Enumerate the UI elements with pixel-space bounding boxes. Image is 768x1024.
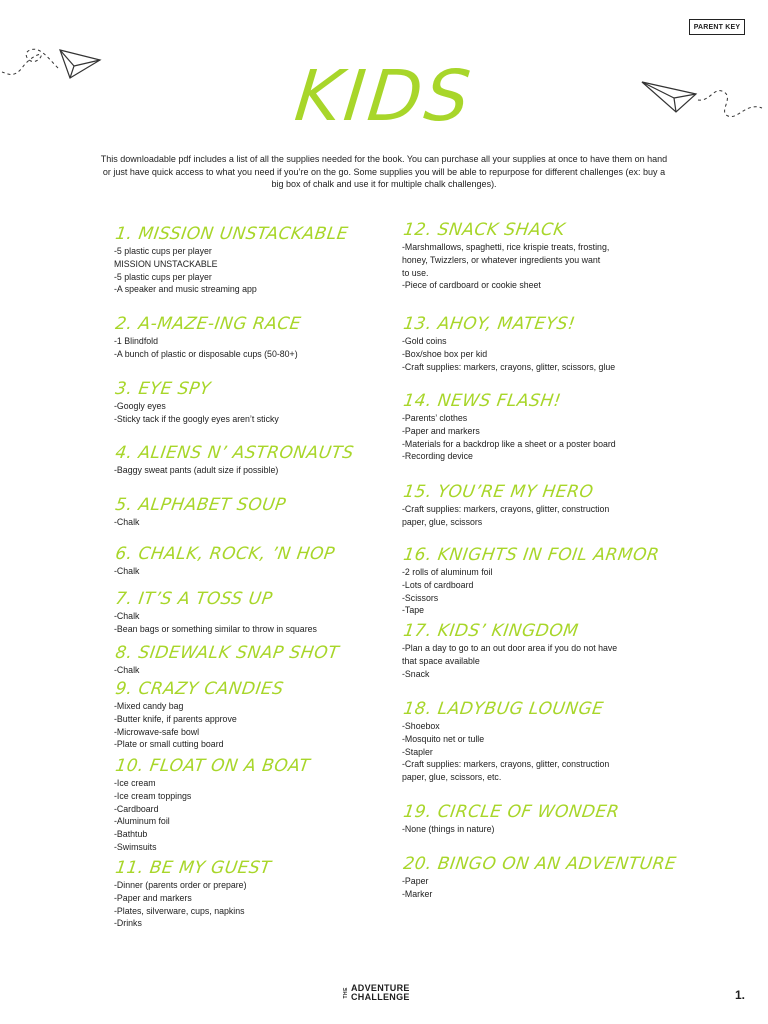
list-item: -Paper and markers xyxy=(114,892,192,903)
list-item: honey, Twizzlers, or whatever ingredients you want xyxy=(402,254,601,265)
section-16 xyxy=(402,545,672,617)
section-heading: 10. FLOAT ON A BOAT xyxy=(114,756,312,776)
section-20 xyxy=(402,854,678,901)
section-heading: 9. CRAZY CANDIES xyxy=(114,679,286,699)
list-item: -Cardboard xyxy=(114,803,159,814)
list-item: -Plates, silverware, cups, napkins xyxy=(114,905,245,916)
list-item: -Chalk xyxy=(114,611,140,621)
section-heading: 17. KIDS’ KINGDOM xyxy=(402,621,580,641)
list-item: -Craft supplies: markers, crayons, glitter, construction xyxy=(402,504,610,514)
section-heading: 20. BINGO ON AN ADVENTURE xyxy=(402,854,678,874)
list-item: -Chalk xyxy=(114,566,140,576)
section-1 xyxy=(114,224,384,296)
list-item: -Sticky tack if the googly eyes aren’t sticky xyxy=(114,413,279,424)
section-9 xyxy=(114,679,384,751)
list-item: -None (things in nature) xyxy=(402,824,495,834)
list-item: -Drinks xyxy=(114,918,142,929)
list-item: -5 plastic cups per player xyxy=(114,271,212,282)
list-item: -Recording device xyxy=(402,451,473,462)
section-2 xyxy=(114,314,384,361)
adventure-challenge-logo xyxy=(343,983,410,1003)
list-item: -A bunch of plastic or disposable cups (50-80+) xyxy=(114,348,298,359)
intro-paragraph: This downloadable pdf includes a list of all the supplies needed for the book. You can purchase all your supplies at once to have them on hand or just have quick access to what you need if you’re on the go. Some supplies you will be able to repurpose for different challenges (ex: buy a big box of chalk and use it for multiple chalk challenges). xyxy=(100,154,668,189)
list-item: -Paper xyxy=(402,876,429,886)
section-heading: 1. MISSION UNSTACKABLE xyxy=(114,224,350,244)
list-item: -Paper and markers xyxy=(402,425,480,436)
list-item: -Craft supplies: markers, crayons, glitter, construction xyxy=(402,759,610,770)
list-item: that space available xyxy=(402,655,480,666)
section-heading: 11. BE MY GUEST xyxy=(114,858,273,878)
list-item: -Piece of cardboard or cookie sheet xyxy=(402,280,541,291)
section-12 xyxy=(402,220,672,292)
list-item: -Mixed candy bag xyxy=(114,701,184,711)
page-number: 1. xyxy=(735,988,746,1002)
section-14 xyxy=(402,391,672,463)
list-item: -Bean bags or something similar to throw in squares xyxy=(114,623,317,634)
list-item: -Swimsuits xyxy=(114,841,157,852)
section-15 xyxy=(402,482,672,529)
section-3 xyxy=(114,379,384,426)
list-item: -Chalk xyxy=(114,665,140,675)
section-8 xyxy=(114,643,384,677)
list-item: -A speaker and music streaming app xyxy=(114,284,257,295)
list-item: -Materials for a backdrop like a sheet or a poster board xyxy=(402,438,616,449)
section-5 xyxy=(114,495,384,529)
list-item: -1 Blindfold xyxy=(114,336,159,346)
section-heading: 8. SIDEWALK SNAP SHOT xyxy=(114,643,341,663)
section-heading: 4. ALIENS N’ ASTRONAUTS xyxy=(114,443,356,463)
section-heading: 13. AHOY, MATEYS! xyxy=(402,314,577,334)
section-heading: 7. IT’S A TOSS UP xyxy=(114,589,274,609)
section-heading: 15. YOU’RE MY HERO xyxy=(402,482,595,502)
section-heading: 6. CHALK, ROCK, ’N HOP xyxy=(114,544,337,564)
section-heading: 12. SNACK SHACK xyxy=(402,220,567,240)
section-heading: 14. NEWS FLASH! xyxy=(402,391,563,411)
list-item: MISSION UNSTACKABLE xyxy=(114,258,218,269)
list-item: -Ice cream toppings xyxy=(114,790,192,801)
list-item: -2 rolls of aluminum foil xyxy=(402,567,493,577)
list-item: -Marker xyxy=(402,888,433,899)
list-item: -Stapler xyxy=(402,746,433,757)
list-item: -Box/shoe box per kid xyxy=(402,348,488,359)
section-18 xyxy=(402,699,672,784)
list-item: -Shoebox xyxy=(402,721,440,731)
list-item: -Bathtub xyxy=(114,829,148,840)
list-item: -Craft supplies: markers, crayons, glitter, scissors, glue xyxy=(402,361,616,372)
list-item: -Scissors xyxy=(402,592,439,603)
logo-line-2: CHALLENGE xyxy=(351,992,410,1002)
section-13 xyxy=(402,314,672,373)
section-19 xyxy=(402,802,672,836)
page-title: KIDS xyxy=(291,55,477,137)
list-item: -Chalk xyxy=(114,517,140,527)
list-item: -Microwave-safe bowl xyxy=(114,726,200,737)
list-item: -Gold coins xyxy=(402,336,447,346)
section-6 xyxy=(114,544,384,578)
list-item: -Googly eyes xyxy=(114,401,166,411)
list-item: -Ice cream xyxy=(114,778,156,788)
section-heading: 18. LADYBUG LOUNGE xyxy=(402,699,605,719)
section-heading: 2. A-MAZE-ING RACE xyxy=(114,314,303,334)
list-item: paper, glue, scissors xyxy=(402,516,483,527)
list-item: -Dinner (parents order or prepare) xyxy=(114,880,247,890)
list-item: paper, glue, scissors, etc. xyxy=(402,772,502,783)
section-4 xyxy=(114,443,384,477)
logo-the: THE xyxy=(343,987,349,999)
section-heading: 5. ALPHABET SOUP xyxy=(114,495,288,515)
list-item: -Mosquito net or tulle xyxy=(402,733,485,744)
list-item: -Marshmallows, spaghetti, rice krispie treats, frosting, xyxy=(402,242,610,252)
list-item: -Lots of cardboard xyxy=(402,579,474,590)
section-17 xyxy=(402,621,672,680)
list-item: -Plan a day to go to an out door area if you do not have xyxy=(402,643,618,653)
section-heading: 16. KNIGHTS IN FOIL ARMOR xyxy=(402,545,661,565)
list-item: -5 plastic cups per player xyxy=(114,246,212,256)
list-item: -Tape xyxy=(402,605,425,616)
section-10 xyxy=(114,756,384,854)
list-item: -Butter knife, if parents approve xyxy=(114,713,237,724)
section-11 xyxy=(114,858,384,930)
list-item: to use. xyxy=(402,267,429,278)
list-item: -Parents’ clothes xyxy=(402,413,468,423)
list-item: -Snack xyxy=(402,668,430,679)
logo-line-1: ADVENTURE xyxy=(351,983,410,993)
section-heading: 3. EYE SPY xyxy=(114,379,213,399)
section-7 xyxy=(114,589,384,636)
parent-key-badge: PARENT KEY xyxy=(689,19,745,35)
list-item: -Baggy sweat pants (adult size if possible) xyxy=(114,465,279,475)
list-item: -Aluminum foil xyxy=(114,816,170,827)
list-item: -Plate or small cutting board xyxy=(114,739,224,750)
section-heading: 19. CIRCLE OF WONDER xyxy=(402,802,621,822)
